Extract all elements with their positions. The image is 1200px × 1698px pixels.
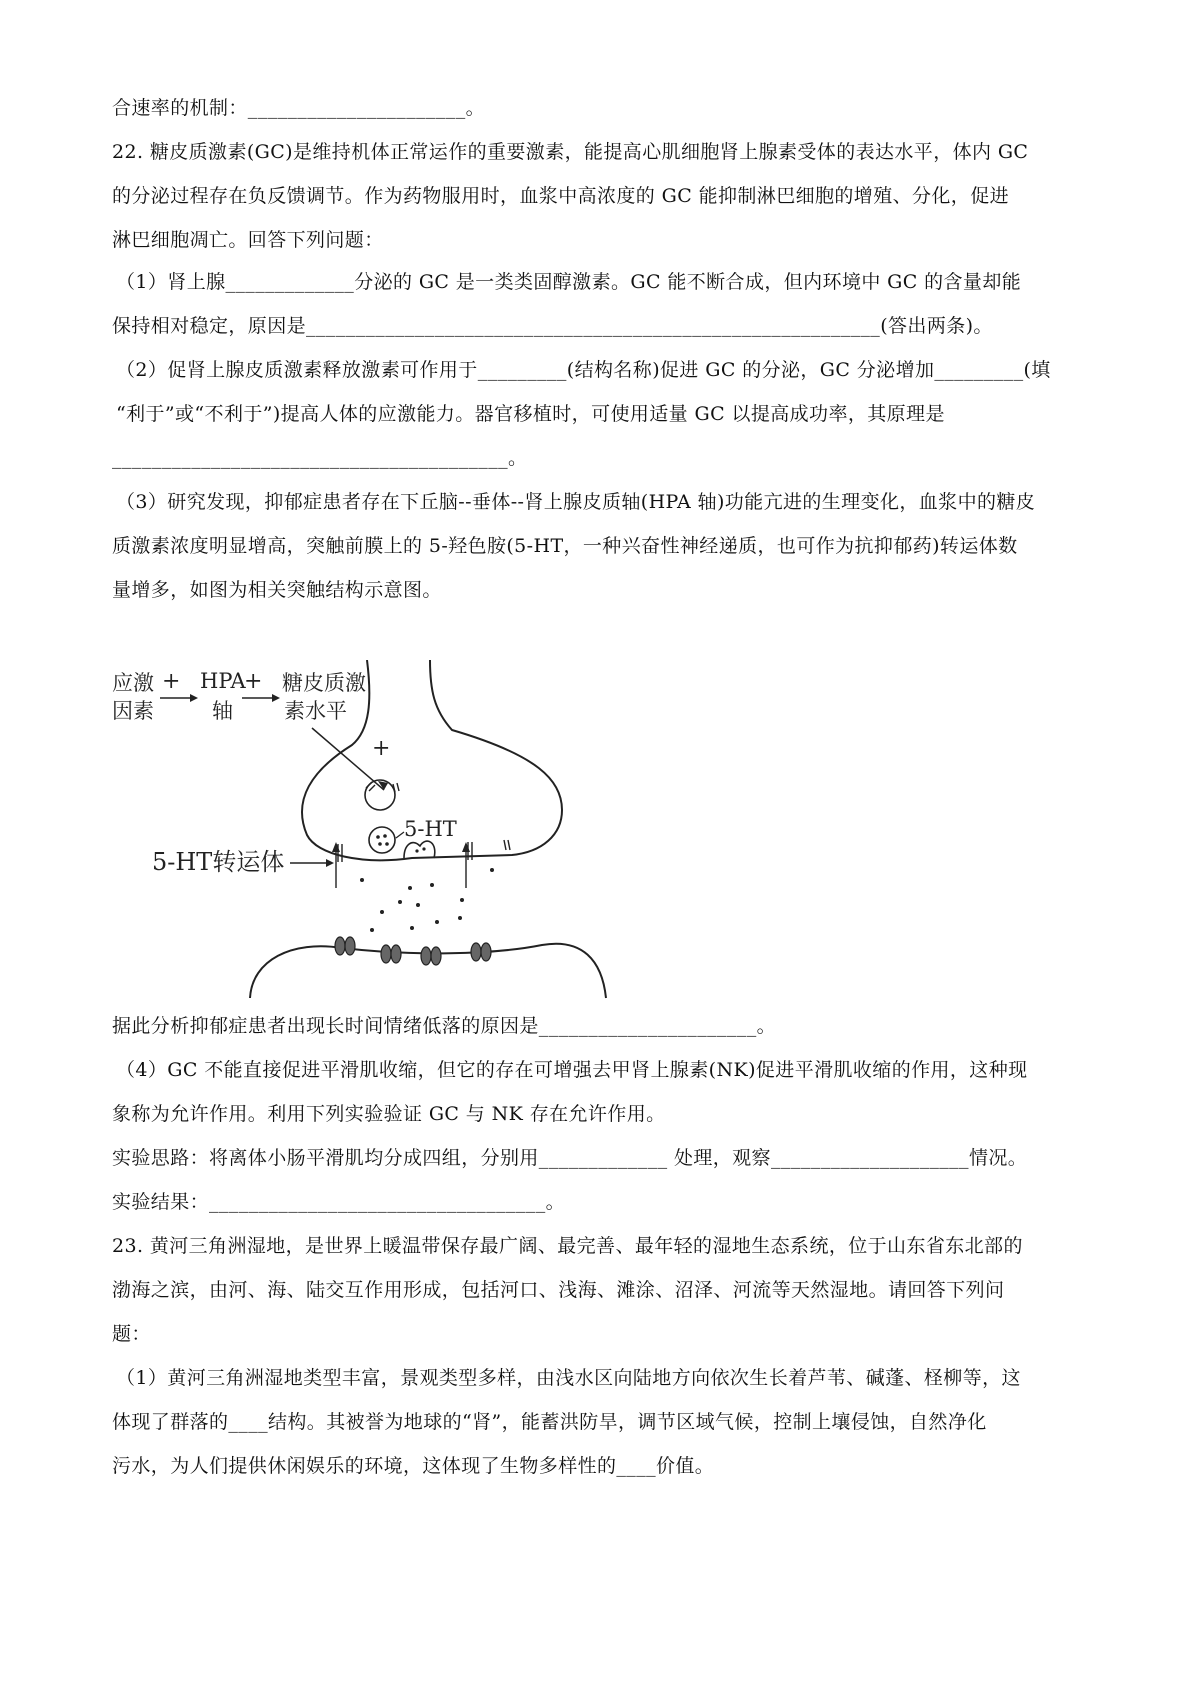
synapse-diagram: [112, 660, 772, 1010]
text-line: 污水，为人们提供休闲娱乐的环境，这体现了生物多样性的____价值。: [112, 1455, 715, 1477]
text-line: 质激素浓度明显增高，突触前膜上的 5-羟色胺(5-HT，一种兴奋性神经递质，也可作为抗抑郁药)转运体数: [112, 535, 1018, 557]
text-line: “利于”或“不利于”)提高人体的应激能力。器官移植时，可使用适量 GC 以提高成功率，其原理是: [116, 403, 945, 425]
question-22-part-3: （3）研究发现，抑郁症患者存在下丘脑--垂体--肾上腺皮质轴(HPA 轴)功能亢进的生理变化，血浆中的糖皮: [116, 491, 1036, 513]
text-line: ________________________________________。: [112, 447, 528, 469]
text-line: 题：: [112, 1323, 151, 1345]
stress-factor-label-2: 因素: [112, 699, 154, 723]
5ht-label: 5-HT: [404, 817, 457, 841]
synapse-svg: [112, 660, 772, 1010]
5ht-molecules: [360, 868, 494, 932]
experiment-idea: 实验思路：将离体小肠平滑肌均分成四组，分别用_____________ 处理，观察____________________情况。: [112, 1147, 1028, 1169]
arrow-head-1: [190, 694, 198, 702]
exocytosis-vesicle: [404, 841, 435, 858]
text-line: 象称为允许作用。利用下列实验验证 GC 与 NK 存在允许作用。: [112, 1103, 666, 1125]
plus-sign: +: [244, 669, 263, 694]
hpa-label: HPA: [200, 669, 246, 693]
arrow-head-2: [272, 694, 280, 702]
experiment-result: 实验结果：__________________________________。: [112, 1191, 566, 1213]
text-line: 的分泌过程存在负反馈调节。作为药物服用时，血浆中高浓度的 GC 能抑制淋巴细胞的增殖、分化，促进: [112, 185, 1009, 207]
gc-level-label-2: 素水平: [284, 699, 347, 723]
question-22-part-2: （2）促肾上腺皮质激素释放激素可作用于_________(结构名称)促进 GC 的分泌，GC 分泌增加_________(填: [116, 359, 1051, 381]
text-line: 合速率的机制：______________________。: [112, 97, 486, 119]
gc-level-label: 糖皮质激: [282, 671, 366, 695]
text-line: 保持相对稳定，原因是__________________________________________________________(答出两条)。: [112, 315, 993, 337]
plus-sign: +: [162, 669, 181, 694]
question-23-part-1: （1）黄河三角洲湿地类型丰富，景观类型多样，由浅水区向陆地方向依次生长着芦苇、碱蓬、柽柳等，这: [116, 1367, 1021, 1389]
question-22-part-4: （4）GC 不能直接促进平滑肌收缩，但它的存在可增强去甲肾上腺素(NK)促进平滑肌收缩的作用，这种现: [116, 1059, 1028, 1081]
5ht-vesicle: [369, 827, 395, 853]
question-22-part-1: （1）肾上腺_____________分泌的 GC 是一类类固醇激素。GC 能不断合成，但内环境中 GC 的含量却能: [116, 271, 1022, 293]
5ht-transporter-label: 5-HT转运体: [152, 848, 285, 876]
text-line: 体现了群落的____结构。其被誉为地球的“肾”，能蓄洪防旱，调节区域气候，控制上壤侵蚀，自然净化: [112, 1411, 987, 1433]
text-line: 渤海之滨，由河、海、陆交互作用形成，包括河口、浅海、滩涂、沼泽、河流等天然湿地。请回答下列问: [112, 1279, 1005, 1301]
text-line: 量增多，如图为相关突触结构示意图。: [112, 579, 442, 601]
plus-sign: +: [372, 736, 391, 761]
question-22-stem: 22. 糖皮质激素(GC)是维持机体正常运作的重要激素，能提高心肌细胞肾上腺素受体的表达水平，体内 GC: [112, 141, 1029, 163]
stress-factor-label: 应激: [112, 671, 154, 695]
text-line: 淋巴细胞凋亡。回答下列问题：: [112, 229, 384, 251]
hpa-label-2: 轴: [212, 699, 233, 723]
text-line: 据此分析抑郁症患者出现长时间情绪低落的原因是______________________。: [112, 1015, 777, 1037]
5ht-receptors: [335, 937, 491, 965]
question-23-stem: 23. 黄河三角洲湿地，是世界上暖温带保存最广阔、最完善、最年轻的湿地生态系统，位于山东省东北部的: [112, 1235, 1023, 1257]
